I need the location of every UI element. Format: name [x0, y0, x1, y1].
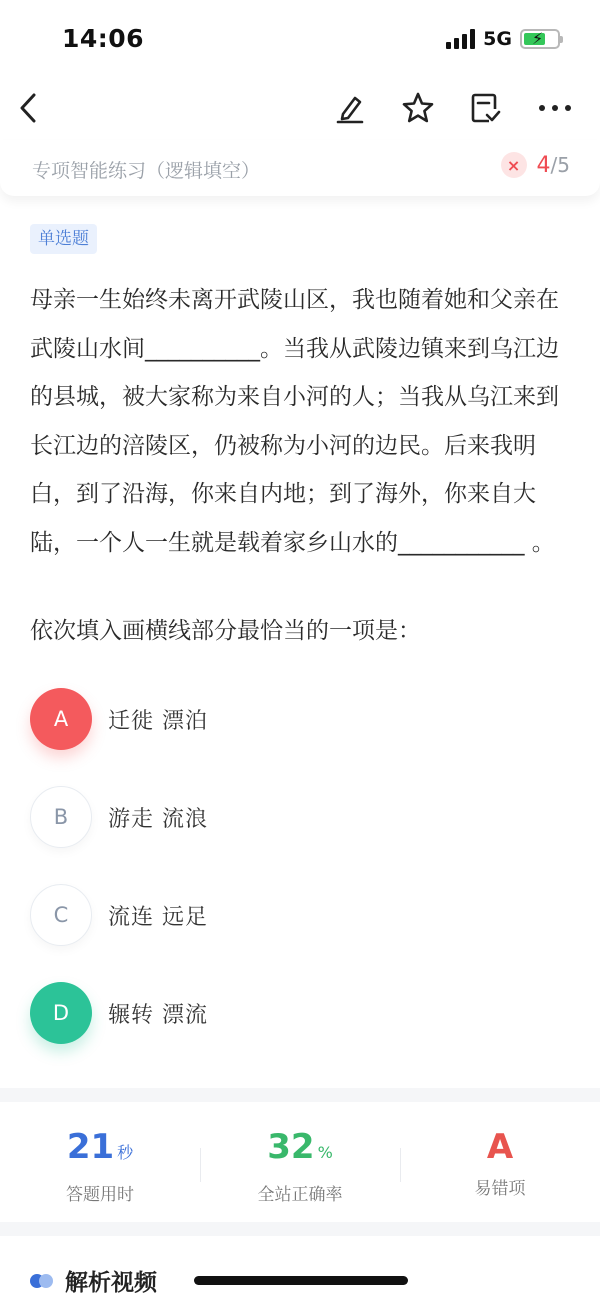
option-text: 流连 远足: [108, 904, 208, 930]
stat-accuracy-label: 全站正确率: [257, 1185, 343, 1205]
stat-accuracy-unit: %: [317, 1143, 333, 1162]
option-a[interactable]: [30, 687, 570, 751]
more-icon[interactable]: [535, 88, 575, 128]
note-icon[interactable]: [465, 88, 505, 128]
network-type: 5G: [483, 28, 512, 50]
status-indicators: [446, 28, 560, 50]
practice-header: [0, 140, 600, 196]
status-bar: [0, 0, 600, 78]
question-prompt: 依次填入画横线部分最恰当的一项是：: [30, 618, 421, 644]
question-stem: 母亲一生始终未离开武陵山区，我也随着她和父亲在武陵山水间__________。当我从武陵边镇来到乌江边的县城，被大家称为来自小河的人；当我从乌江来到长江边的涪陵区，仍被称为小河的边民。后来我明白，到了沿海，你来自内地；到了海外，你来自大陆，一个人一生就是载着家乡山水的___________ 。: [30, 287, 559, 556]
home-indicator[interactable]: [194, 1276, 408, 1285]
option-text: 辗转 漂流: [108, 1002, 208, 1028]
analysis-video-title: 解析视频: [65, 1270, 157, 1296]
star-icon[interactable]: [398, 88, 438, 128]
option-text: 游走 流浪: [108, 806, 208, 832]
option-d[interactable]: [30, 981, 570, 1045]
stat-accuracy: [200, 1102, 400, 1222]
edit-icon[interactable]: [330, 88, 370, 128]
analysis-video-header[interactable]: [30, 1264, 157, 1297]
section-dots-icon: [30, 1274, 53, 1288]
stat-answer-time: [0, 1102, 200, 1222]
back-icon[interactable]: [8, 88, 48, 128]
question-progress[interactable]: [501, 152, 570, 178]
option-text: 迁徙 漂泊: [108, 708, 208, 734]
progress-current: 4: [536, 152, 551, 178]
option-letter: B: [30, 786, 92, 848]
answer-stats: [0, 1102, 600, 1222]
section-divider: [0, 1222, 600, 1236]
stat-time-unit: 秒: [117, 1143, 134, 1162]
stat-common-wrong: [400, 1102, 600, 1222]
section-divider: [0, 1088, 600, 1102]
battery-icon: ⚡: [520, 29, 560, 49]
question-type-tag: 单选题: [30, 224, 97, 254]
status-time: 14:06: [62, 24, 145, 53]
option-c[interactable]: [30, 883, 570, 947]
practice-title: 专项智能练习（逻辑填空）: [32, 160, 261, 182]
option-letter: D: [30, 982, 92, 1044]
nav-bar: [0, 78, 600, 140]
signal-icon: [446, 29, 475, 49]
option-letter: A: [30, 688, 92, 750]
stat-time-label: 答题用时: [66, 1185, 134, 1205]
option-b[interactable]: [30, 785, 570, 849]
wrong-mark-icon: ×: [501, 152, 527, 178]
progress-total: /5: [550, 152, 570, 177]
stat-accuracy-value: 32: [267, 1127, 315, 1167]
stat-wrong-value: A: [486, 1127, 514, 1167]
option-letter: C: [30, 884, 92, 946]
stat-wrong-label: 易错项: [474, 1179, 526, 1199]
stat-time-value: 21: [66, 1127, 115, 1167]
